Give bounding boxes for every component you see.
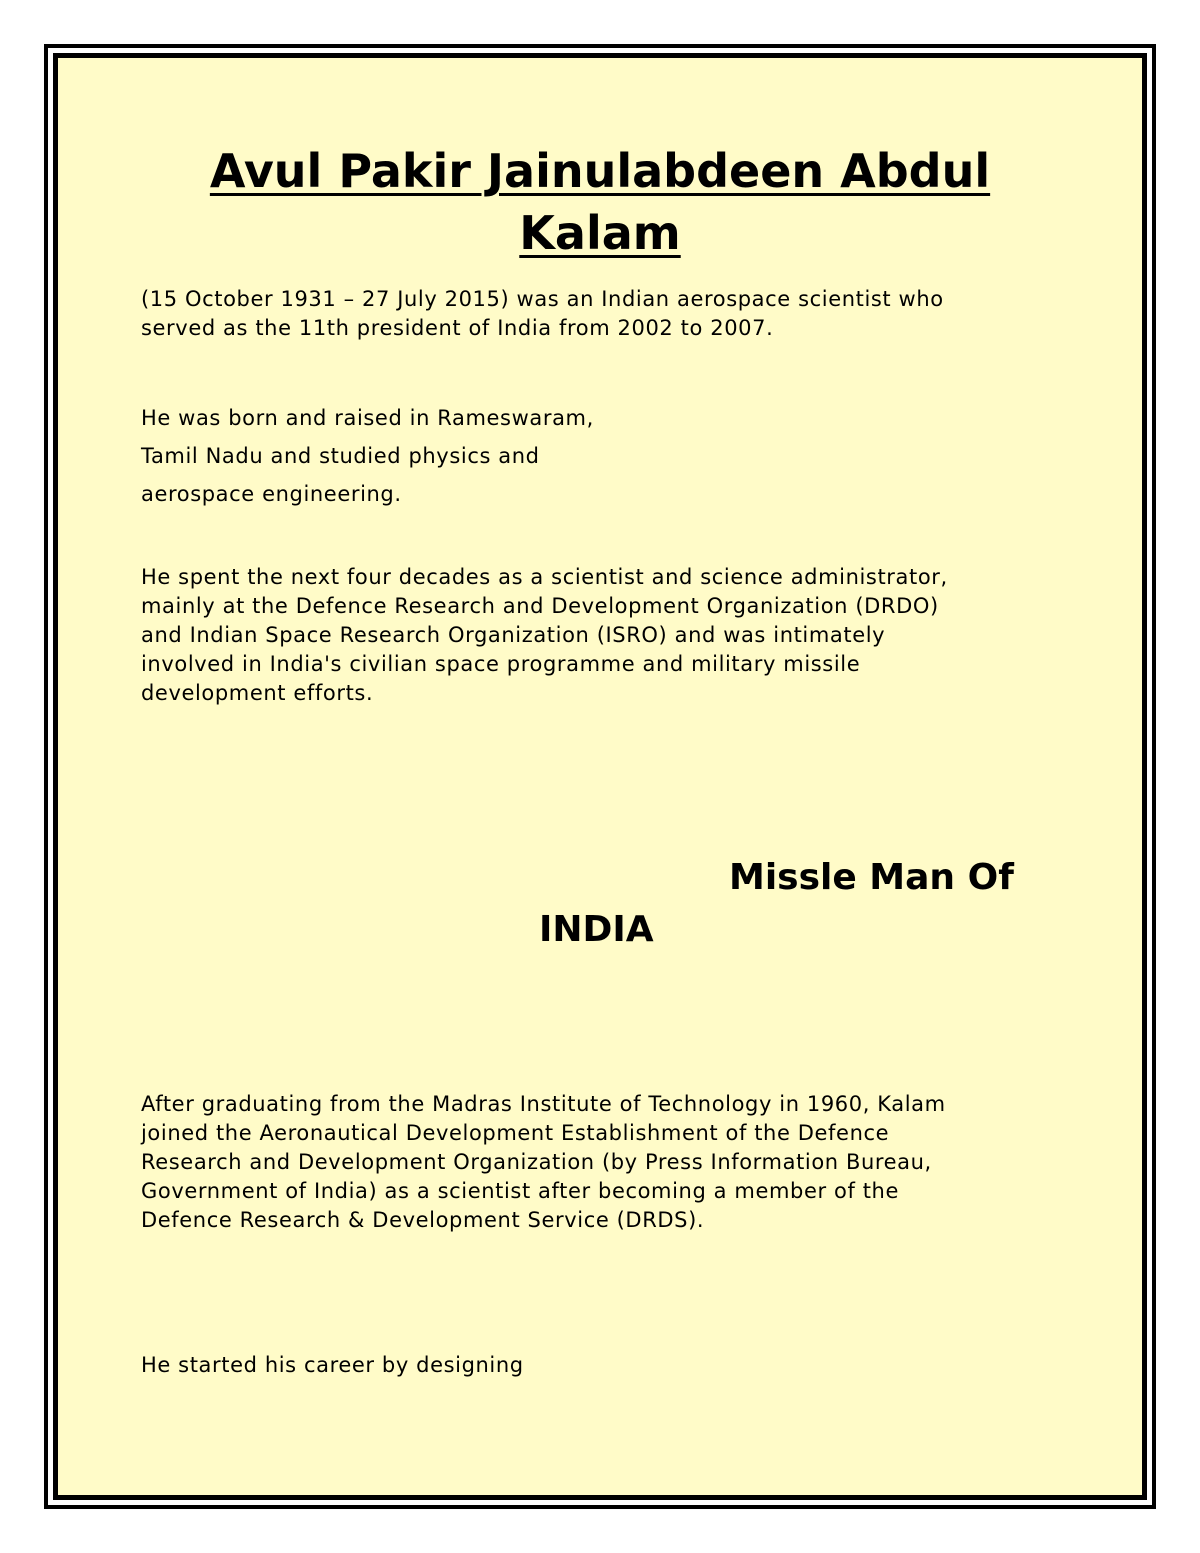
heading-india: INDIA	[539, 909, 654, 950]
heading-missile-man: Missle Man Of	[729, 857, 1014, 898]
page-border-inner	[53, 53, 1147, 1500]
paragraph-graduation: After graduating from the Madras Institute of Technology in 1960, Kalam joined the Aeronautical Development Establishment of the Defence Research and Development Organization (by Press Information Bureau, Government of India) as a scientist after becoming a member of the Defence Research & Development Service (DRDS).	[141, 1092, 946, 1232]
document-title: Avul Pakir Jainulabdeen Abdul Kalam	[209, 144, 991, 260]
paragraph-birth: He was born and raised in Rameswaram, Tamil Nadu and studied physics and aerospace engineering.	[141, 406, 594, 506]
paragraph-career: He spent the next four decades as a scientist and science administrator, mainly at the Defence Research and Development Organization (DRDO) and Indian Space Research Organization (ISRO) and was intimately involved in India's civilian space programme and military missile development efforts.	[141, 565, 948, 705]
paragraph-started: He started his career by designing	[141, 1353, 524, 1377]
paragraph-intro: (15 October 1931 – 27 July 2015) was an Indian aerospace scientist who served as the 11th president of India from 2002 to 2007.	[141, 287, 944, 340]
